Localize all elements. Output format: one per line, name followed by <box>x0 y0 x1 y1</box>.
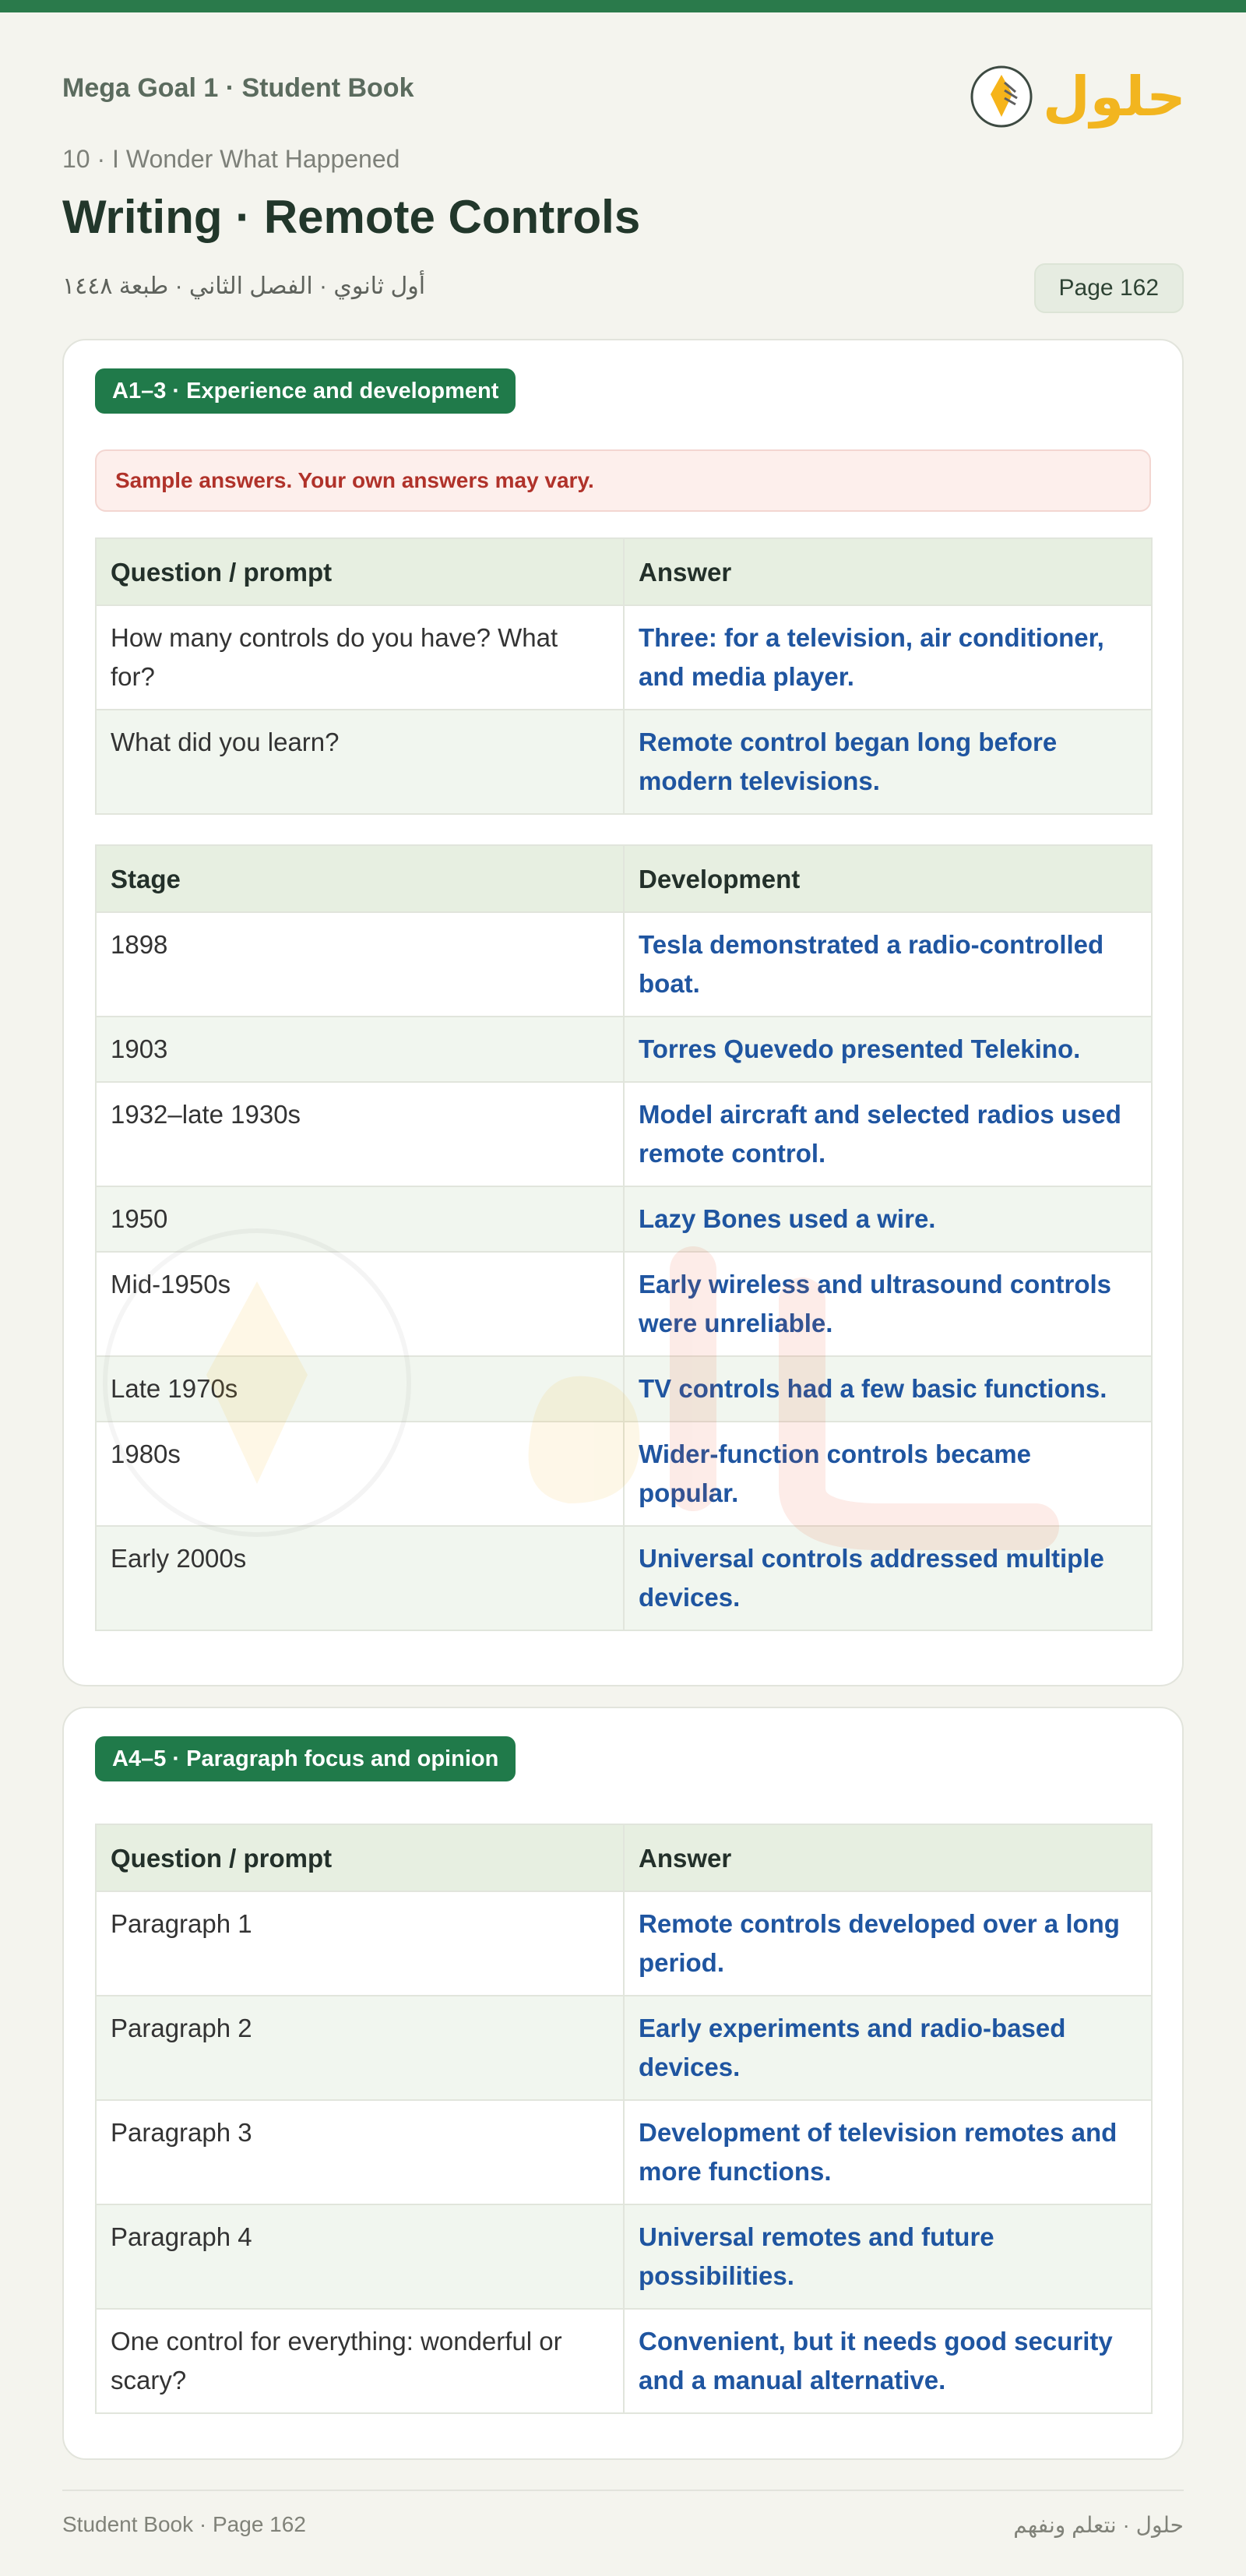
development-cell: Universal controls addressed multiple devices. <box>624 1526 1152 1630</box>
column-header: Stage <box>96 845 624 912</box>
table-row <box>96 1422 1152 1526</box>
sample-answers-note: Sample answers. Your own answers may vary. <box>95 449 1151 512</box>
development-cell: Torres Quevedo presented Telekino. <box>624 1017 1152 1082</box>
table-row <box>96 1186 1152 1252</box>
stage-cell: 1903 <box>96 1017 624 1082</box>
logo-text: حلول <box>1043 65 1186 129</box>
prompt-cell: Paragraph 2 <box>96 1996 624 2100</box>
answer-cell: Three: for a television, air conditioner, and media player. <box>624 605 1152 710</box>
development-cell: Early wireless and ultrasound controls were unreliable. <box>624 1252 1152 1356</box>
table-row <box>96 1526 1152 1630</box>
page-title: Writing · Remote Controls <box>62 191 641 243</box>
stage-cell: 1980s <box>96 1422 624 1526</box>
table-row <box>96 710 1152 814</box>
stage-cell: Late 1970s <box>96 1356 624 1422</box>
column-header: Development <box>624 845 1152 912</box>
development-cell: Tesla demonstrated a radio-controlled boat. <box>624 912 1152 1017</box>
footer-divider <box>62 2490 1184 2491</box>
questions-table <box>95 537 1153 815</box>
column-header: Question / prompt <box>96 538 624 605</box>
unit-label: 10 · I Wonder What Happened <box>62 145 400 173</box>
development-cell: Model aircraft and selected radios used remote control. <box>624 1082 1152 1186</box>
stage-cell: 1950 <box>96 1186 624 1252</box>
table-row <box>96 2204 1152 2309</box>
answer-cell: Development of television remotes and more functions. <box>624 2100 1152 2204</box>
paragraph-table <box>95 1824 1153 2414</box>
development-cell: TV controls had a few basic functions. <box>624 1356 1152 1422</box>
section-label: A4–5 · Paragraph focus and opinion <box>95 1736 516 1781</box>
answer-cell: Early experiments and radio-based devices. <box>624 1996 1152 2100</box>
table-row <box>96 2100 1152 2204</box>
grade-info: أول ثانوي · الفصل الثاني · طبعة ١٤٤٨ <box>62 273 426 299</box>
section-card-experience <box>62 339 1184 1686</box>
answer-cell: Remote control began long before modern televisions. <box>624 710 1152 814</box>
development-cell: Lazy Bones used a wire. <box>624 1186 1152 1252</box>
table-row <box>96 605 1152 710</box>
page-badge: Page 162 <box>1034 263 1184 313</box>
book-title: Mega Goal 1 · Student Book <box>62 73 414 103</box>
top-accent-bar <box>0 0 1246 12</box>
prompt-cell: Paragraph 4 <box>96 2204 624 2309</box>
development-cell: Wider-function controls became popular. <box>624 1422 1152 1526</box>
prompt-cell: What did you learn? <box>96 710 624 814</box>
section-label: A1–3 · Experience and development <box>95 368 516 414</box>
column-header: Answer <box>624 1824 1152 1891</box>
stage-cell: 1898 <box>96 912 624 1017</box>
answer-cell: Convenient, but it needs good security and a manual alternative. <box>624 2309 1152 2413</box>
section-card-paragraphs <box>62 1707 1184 2460</box>
table-row <box>96 1082 1152 1186</box>
table-row <box>96 1252 1152 1356</box>
answer-cell: Remote controls developed over a long period. <box>624 1891 1152 1996</box>
timeline-table <box>95 844 1153 1631</box>
column-header: Question / prompt <box>96 1824 624 1891</box>
table-row <box>96 1017 1152 1082</box>
table-row <box>96 1356 1152 1422</box>
table-row <box>96 2309 1152 2413</box>
prompt-cell: Paragraph 3 <box>96 2100 624 2204</box>
stage-cell: Early 2000s <box>96 1526 624 1630</box>
prompt-cell: One control for everything: wonderful or scary? <box>96 2309 624 2413</box>
table-row <box>96 1996 1152 2100</box>
prompt-cell: Paragraph 1 <box>96 1891 624 1996</box>
stage-cell: 1932–late 1930s <box>96 1082 624 1186</box>
column-header: Answer <box>624 538 1152 605</box>
answer-cell: Universal remotes and future possibilities. <box>624 2204 1152 2309</box>
prompt-cell: How many controls do you have? What for? <box>96 605 624 710</box>
table-row <box>96 912 1152 1017</box>
stage-cell: Mid-1950s <box>96 1252 624 1356</box>
footer-brand-slogan: حلول · نتعلم ونفهم <box>1013 2513 1184 2537</box>
footer-page-label: Student Book · Page 162 <box>62 2512 306 2536</box>
table-row <box>96 1891 1152 1996</box>
page-header <box>62 12 1184 324</box>
hulul-logo <box>969 51 1186 137</box>
